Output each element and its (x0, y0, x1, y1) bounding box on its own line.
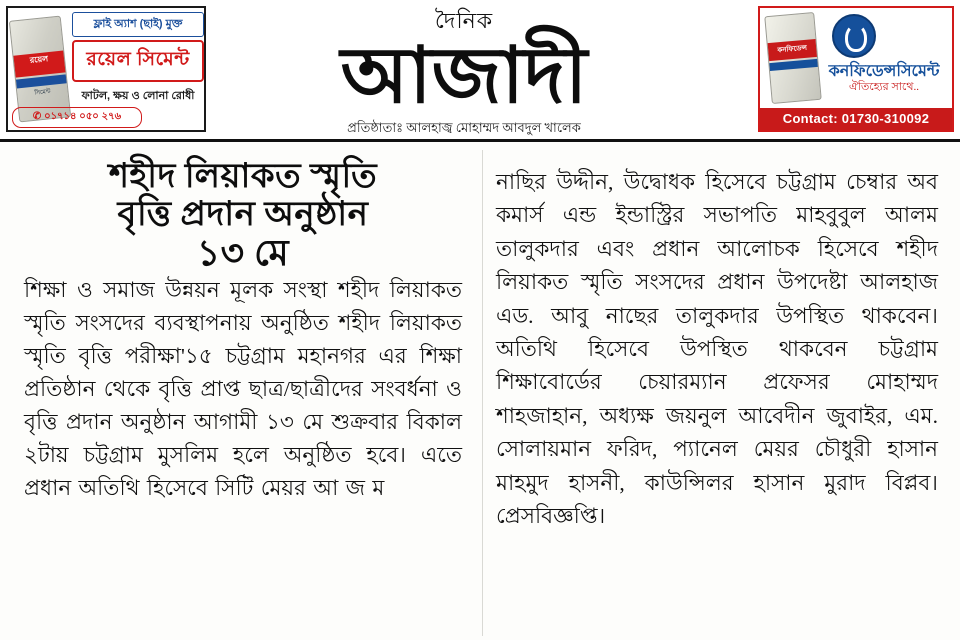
bag-brand-label: রয়েল (29, 54, 49, 65)
confidence-contact-bar[interactable]: Contact: 01730-310092 (760, 108, 952, 130)
headline-line-3: ১৩ মে (196, 233, 290, 273)
headline-line-2: বৃত্তি প্রদান অনুষ্ঠান (117, 196, 369, 233)
founder-line: প্রতিষ্ঠাতাঃ আলহাজ্ব মোহাম্মদ আবদুল খালেক (347, 120, 581, 135)
confidence-brand-label: কনফিডেন্সসিমেন্ট (828, 63, 940, 80)
article-paragraph-right: নাছির উদ্দীন, উদ্বোধক হিসেবে চট্টগ্রাম চেম্বার অব কমার্স এন্ড ইন্ডাস্ট্রির সভাপতি মাহবুবুল আলম তালুকদার এবং প্রধান আলোচক হিসেবে শহীদ লিয়াকত স্মৃতি সংসদের প্রধান উপদেষ্টা আলহাজ এড. আবু নাছের তালুকদার উপস্থিত থাকবেন। অতিথি হিসেবে উপস্থিত থাকবেন চট্টগ্রাম শিক্ষাবোর্ডের চেয়ারম্যান প্রফেসর মোহাম্মদ শাহজাহান, অধ্যক্ষ জয়নুল আবেদীন জুবাইর, এম. সোলায়মান ফরিদ, প্যানেল মেয়র চৌধুরী হাসান মাহমুদ হাসনী, কাউন্সিলর হাসান মুরাদ বিপ্লব। প্রেসবিজ্ঞপ্তি। (496, 170, 938, 529)
newspaper-title: আজাদী (340, 32, 588, 119)
masthead-divider-rule (0, 139, 960, 142)
ad-phone-number[interactable]: ✆ ০১৭১৪ ০৫০ ২৭৬ (12, 107, 142, 128)
advertisement-royal-cement[interactable] (6, 6, 206, 132)
ad-brand-label: রয়েল সিমেন্ট (72, 40, 204, 82)
rbag-blue-band (769, 59, 818, 71)
article-column-right (480, 146, 960, 640)
confidence-logo-icon (832, 14, 876, 58)
article-body (0, 146, 960, 640)
article-column-left (0, 146, 480, 640)
headline-line-1: শহীদ লিয়াকত স্মৃতি (108, 158, 378, 195)
nameplate (214, 2, 714, 140)
ad-tagline-label: ফাটল, ক্ষয় ও লোনা রোধী (81, 90, 195, 102)
article-paragraph-left: শিক্ষা ও সমাজ উন্নয়ন মূলক সংস্থা শহীদ লিয়াকত স্মৃতি সংসদের ব্যবস্থাপনায় অনুষ্ঠিত শহীদ লিয়াকত স্মৃতি বৃত্তি পরীক্ষা'১৫ চট্টগ্রাম মহানগর এর শিক্ষা প্রতিষ্ঠান থেকে বৃত্তি প্রাপ্ত ছাত্র/ছাত্রীদের সংবর্ধনা ও বৃত্তি প্রদান অনুষ্ঠান আগামী ১৩ মে শুক্রবার বিকাল ২টায় চট্টগ্রাম মুসলিম হলে অনুষ্ঠিত হবে। এতে প্রধান অতিথি হিসেবে সিটি মেয়র আ জ ম (24, 278, 462, 500)
confidence-cement-bag-icon (764, 12, 821, 104)
rbag-brand-label: কনফিডেন্স (777, 44, 808, 55)
confidence-slogan-label: ঐতিহ্যের সাথে.. (849, 81, 919, 93)
masthead (0, 0, 960, 140)
bag-sub-label: সিমেন্ট (34, 89, 51, 97)
nameplate-kicker: দৈনিক (434, 8, 494, 33)
advertisement-confidence-cement[interactable] (758, 6, 954, 132)
ad-ash-free-label: ফ্লাই অ্যাশ (ছাই) মুক্ত (72, 12, 204, 37)
article-headline (24, 158, 462, 272)
